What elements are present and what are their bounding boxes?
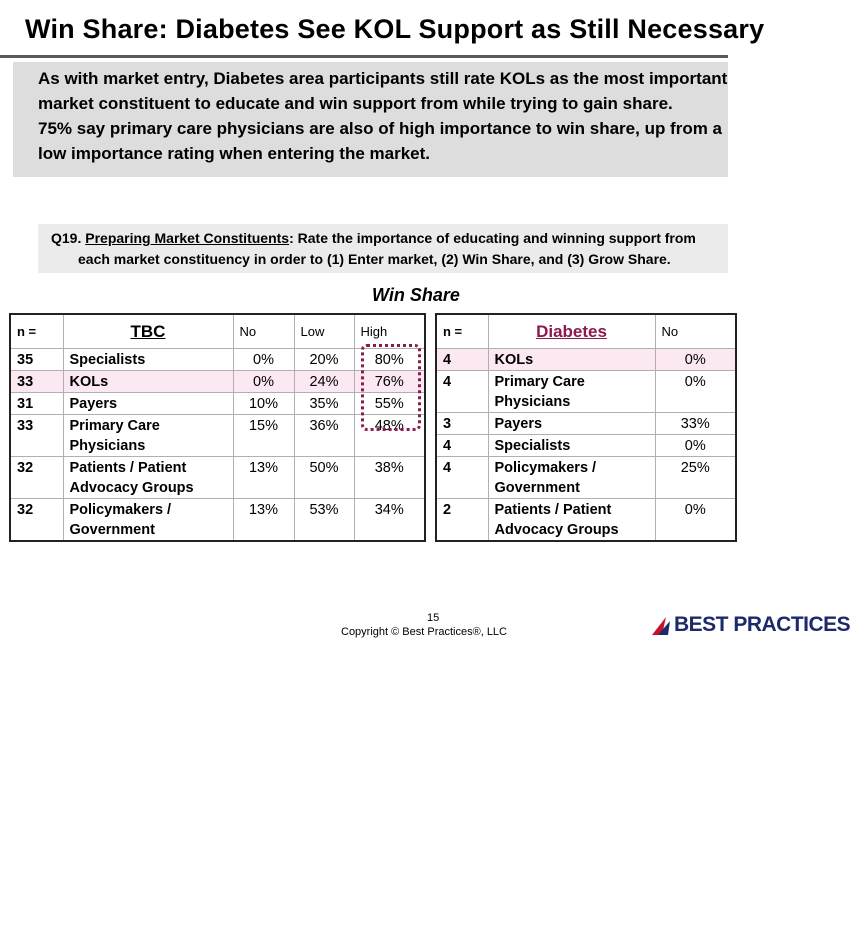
- constituent-name: Specialists: [69, 351, 146, 368]
- header-no: No: [233, 314, 294, 348]
- row-n: 31: [10, 392, 63, 414]
- row-constituent: [488, 348, 655, 370]
- header-group: [63, 314, 233, 348]
- copyright: Copyright © Best Practices®, LLC: [341, 626, 507, 638]
- constituent-name: Policymakers /: [494, 459, 597, 476]
- constituent-name: Primary Care: [69, 417, 160, 434]
- table-row: [10, 456, 425, 498]
- row-n: 4: [436, 370, 488, 412]
- row-constituent: [63, 414, 233, 456]
- intro-box: [13, 62, 728, 177]
- row-constituent: [63, 348, 233, 370]
- row-no-pct: 15%: [233, 414, 294, 456]
- row-low-pct: 35%: [294, 392, 354, 414]
- question-topic: Preparing Market Constituents: [85, 230, 290, 246]
- question-text: : Rate the importance of educating and winning support from: [289, 230, 696, 246]
- intro-line-1: As with market entry, Diabetes area participants still rate KOLs as the most important: [38, 69, 728, 88]
- row-n: 35: [10, 348, 63, 370]
- row-constituent: [63, 456, 233, 498]
- table-row: [436, 370, 736, 412]
- question-line-1: [51, 230, 696, 246]
- row-high-pct: 76%: [354, 370, 425, 392]
- row-n: 32: [10, 498, 63, 541]
- constituent-name: Payers: [69, 395, 118, 412]
- row-constituent: [488, 412, 655, 434]
- best-practices-logo: [652, 613, 850, 637]
- row-no-pct: 0%: [233, 370, 294, 392]
- row-low-pct: 36%: [294, 414, 354, 456]
- constituent-name: Primary Care: [494, 373, 585, 390]
- slide-title: Win Share: Diabetes See KOL Support as Still Necessary: [25, 14, 765, 44]
- row-constituent: [488, 370, 655, 412]
- header-group: [488, 314, 655, 348]
- row-n: 32: [10, 456, 63, 498]
- table-header-row: [436, 314, 736, 348]
- header-n: n =: [10, 314, 63, 348]
- row-n: 3: [436, 412, 488, 434]
- row-constituent: [63, 498, 233, 541]
- header-diabetes: Diabetes: [536, 321, 607, 341]
- row-no-pct: 0%: [655, 370, 736, 412]
- row-constituent: [488, 456, 655, 498]
- row-low-pct: 24%: [294, 370, 354, 392]
- question-line-2: each market constituency in order to (1) Enter market, (2) Win Share, and (3) Grow Share.: [78, 251, 671, 267]
- constituent-name: Patients / Patient: [69, 459, 187, 476]
- row-n: 4: [436, 456, 488, 498]
- constituent-name-line-2: Physicians: [69, 437, 146, 454]
- constituent-name-line-2: Advocacy Groups: [494, 521, 619, 538]
- row-no-pct: 13%: [233, 498, 294, 541]
- row-n: 4: [436, 348, 488, 370]
- title-divider: [0, 55, 728, 58]
- row-no-pct: 0%: [655, 498, 736, 541]
- row-n: 4: [436, 434, 488, 456]
- intro-line-4: low importance rating when entering the market.: [38, 144, 431, 163]
- question-number: Q19.: [51, 230, 82, 246]
- row-low-pct: 50%: [294, 456, 354, 498]
- constituent-name: KOLs: [494, 351, 534, 368]
- row-high-pct: 34%: [354, 498, 425, 541]
- row-n: 33: [10, 370, 63, 392]
- row-high-pct: 55%: [354, 392, 425, 414]
- intro-line-3: 75% say primary care physicians are also of high importance to win share, up from a: [38, 119, 723, 138]
- constituent-name-line-2: Government: [494, 479, 580, 496]
- row-low-pct: 20%: [294, 348, 354, 370]
- row-no-pct: 13%: [233, 456, 294, 498]
- constituent-name-line-2: Government: [69, 521, 155, 538]
- constituent-name-line-2: Advocacy Groups: [69, 479, 194, 496]
- constituent-name: Patients / Patient: [494, 501, 612, 518]
- intro-line-2: market constituent to educate and win support from while trying to gain share.: [38, 94, 673, 113]
- row-no-pct: 0%: [655, 348, 736, 370]
- header-tbc: TBC: [130, 321, 166, 341]
- constituent-name-line-2: Physicians: [494, 393, 571, 410]
- logo-text: BEST PRACTICES: [674, 613, 850, 636]
- table-row: [436, 498, 736, 541]
- row-constituent: [488, 498, 655, 541]
- header-high: High: [354, 314, 425, 348]
- table-row: [436, 456, 736, 498]
- row-high-pct: 80%: [354, 348, 425, 370]
- row-constituent: [63, 392, 233, 414]
- diabetes-table: [435, 313, 737, 542]
- logo-mark-icon: [652, 615, 672, 635]
- table-header-row: [10, 314, 425, 348]
- row-high-pct: 48%: [354, 414, 425, 456]
- header-low: Low: [294, 314, 354, 348]
- constituent-name: KOLs: [69, 373, 109, 390]
- constituent-name: Payers: [494, 415, 543, 432]
- row-no-pct: 0%: [655, 434, 736, 456]
- row-no-pct: 10%: [233, 392, 294, 414]
- table-row: [10, 498, 425, 541]
- high-column-highlight: [361, 344, 421, 431]
- constituent-name: Specialists: [494, 437, 571, 454]
- row-no-pct: 0%: [233, 348, 294, 370]
- constituent-name: Policymakers /: [69, 501, 172, 518]
- row-no-pct: 25%: [655, 456, 736, 498]
- header-no: No: [655, 314, 736, 348]
- table-row: [436, 348, 736, 370]
- row-constituent: [63, 370, 233, 392]
- page-number: 15: [427, 612, 440, 624]
- header-n: n =: [436, 314, 488, 348]
- section-label: Win Share: [372, 285, 460, 305]
- row-constituent: [488, 434, 655, 456]
- row-high-pct: 38%: [354, 456, 425, 498]
- row-n: 2: [436, 498, 488, 541]
- table-row: [436, 434, 736, 456]
- question-box: [38, 224, 728, 273]
- row-no-pct: 33%: [655, 412, 736, 434]
- table-row: [436, 412, 736, 434]
- row-n: 33: [10, 414, 63, 456]
- row-low-pct: 53%: [294, 498, 354, 541]
